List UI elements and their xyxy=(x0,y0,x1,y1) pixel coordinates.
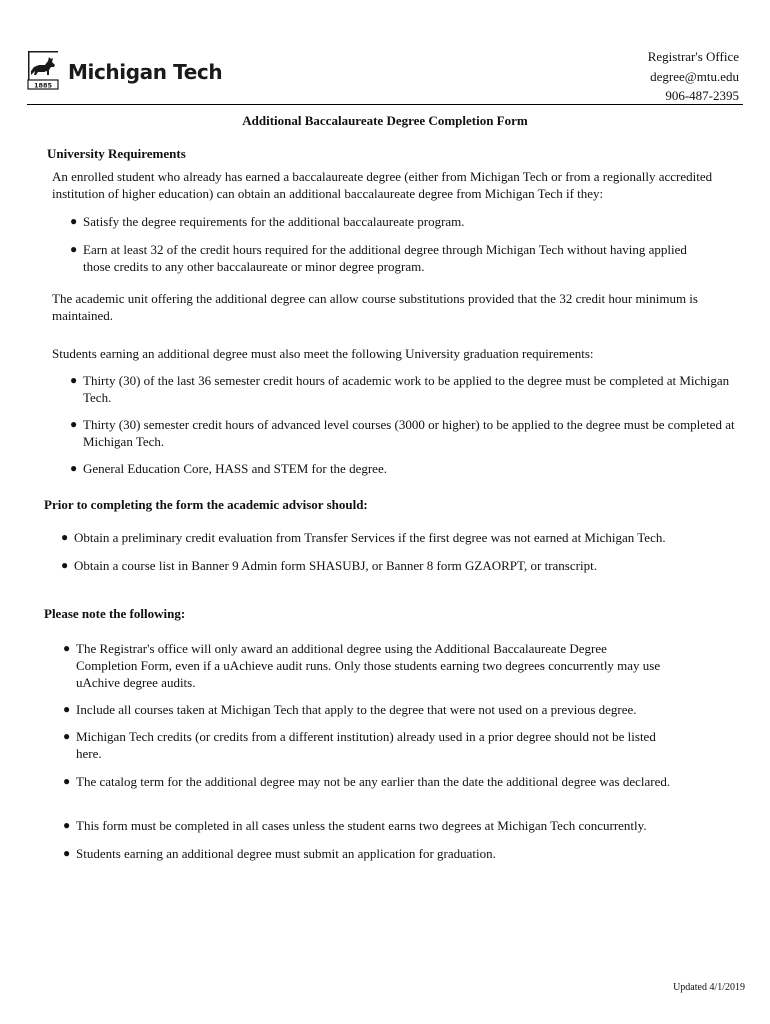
form-title: Additional Baccalaureate Degree Completion Form xyxy=(242,113,528,128)
bullet-icon: ● xyxy=(63,846,71,860)
list-item-text: Students earning an additional degree must submit an application for graduation. xyxy=(76,846,496,861)
bullet-icon: ● xyxy=(70,461,78,475)
list-item xyxy=(63,640,663,691)
list-item xyxy=(61,529,751,546)
list-item-text: The catalog term for the additional degree may not be any earlier than the date the additional degree was declared. xyxy=(76,774,671,789)
bullet-icon: ● xyxy=(61,558,69,572)
bullet-icon: ● xyxy=(63,641,71,655)
registrar-contact xyxy=(648,47,739,106)
list-item-text: Earn at least 32 of the credit hours required for the additional degree through Michigan Tech without having applied those credits to any other baccalaureate or minor degree program. xyxy=(83,242,687,274)
office-name: Registrar's Office xyxy=(647,49,739,64)
list-item-text: Obtain a course list in Banner 9 Admin form SHASUBJ, or Banner 8 form GZAORPT, or transcript. xyxy=(74,558,597,573)
bullet-icon: ● xyxy=(70,373,78,387)
list-item xyxy=(70,241,710,275)
bullet-icon: ● xyxy=(61,530,69,544)
list-item xyxy=(63,701,743,718)
list-item xyxy=(70,213,710,230)
list-item-text: Satisfy the degree requirements for the additional baccalaureate program. xyxy=(83,214,465,229)
advisor-section-heading: Prior to completing the form the academic advisor should: xyxy=(44,497,368,512)
list-item-text: Michigan Tech credits (or credits from a different institution) already used in a prior degree should not be listed here. xyxy=(76,729,656,761)
list-item-text: Obtain a preliminary credit evaluation from Transfer Services if the first degree was not earned at Michigan Tech. xyxy=(74,530,666,545)
list-item xyxy=(63,817,753,834)
michigan-tech-logo xyxy=(27,50,227,94)
list-item-text: Include all courses taken at Michigan Tech that apply to the degree that were not used on a previous degree. xyxy=(76,702,637,717)
list-item-text: Thirty (30) semester credit hours of advanced level courses (3000 or higher) to be applied to the degree must be completed at Michigan Tech. xyxy=(83,417,735,449)
graduation-intro: Students earning an additional degree must also meet the following University graduation requirements: xyxy=(52,346,594,361)
bullet-icon: ● xyxy=(70,417,78,431)
bullet-icon: ● xyxy=(63,818,71,832)
list-item xyxy=(61,557,751,574)
bullet-icon: ● xyxy=(70,242,78,256)
university-requirements-heading: University Requirements xyxy=(47,146,186,161)
logo-year: 1885 xyxy=(33,81,53,90)
list-item-text: This form must be completed in all cases unless the student earns two degrees at Michigan Tech concurrently. xyxy=(76,818,647,833)
list-item xyxy=(70,416,735,450)
list-item xyxy=(70,372,735,406)
requirements-intro: An enrolled student who already has earned a baccalaureate degree (either from Michigan Tech or from a regionally accredited institution of higher education) can obtain an additional baccalaureate degree from Michigan Tech if they: xyxy=(52,169,713,201)
header-divider xyxy=(27,104,743,105)
logo-wordmark: Michigan Tech xyxy=(68,60,223,84)
bullet-icon: ● xyxy=(70,214,78,228)
substitution-note: The academic unit offering the additional degree can allow course substitutions provided that the 32 credit hour minimum is maintained. xyxy=(52,291,698,323)
office-phone: 906-487-2395 xyxy=(665,88,739,103)
office-email: degree@mtu.edu xyxy=(650,68,739,84)
updated-date: Updated 4/1/2019 xyxy=(673,982,745,993)
list-item xyxy=(63,728,683,762)
notes-section-heading: Please note the following: xyxy=(44,606,186,621)
list-item xyxy=(63,845,753,862)
bullet-icon: ● xyxy=(63,774,71,788)
list-item xyxy=(63,773,683,790)
list-item-text: Thirty (30) of the last 36 semester credit hours of academic work to be applied to the degree must be completed at Michigan Tech. xyxy=(83,373,730,405)
list-item xyxy=(70,460,735,477)
husky-crest-icon xyxy=(27,50,59,90)
list-item-text: General Education Core, HASS and STEM for the degree. xyxy=(83,461,387,476)
bullet-icon: ● xyxy=(63,702,71,716)
bullet-icon: ● xyxy=(63,729,71,743)
list-item-text: The Registrar's office will only award an additional degree using the Additional Baccalaureate Degree Completion Form, even if a uAchieve audit runs. Only those students earning two degrees concurrently may use uAchive degree audits. xyxy=(76,641,661,690)
